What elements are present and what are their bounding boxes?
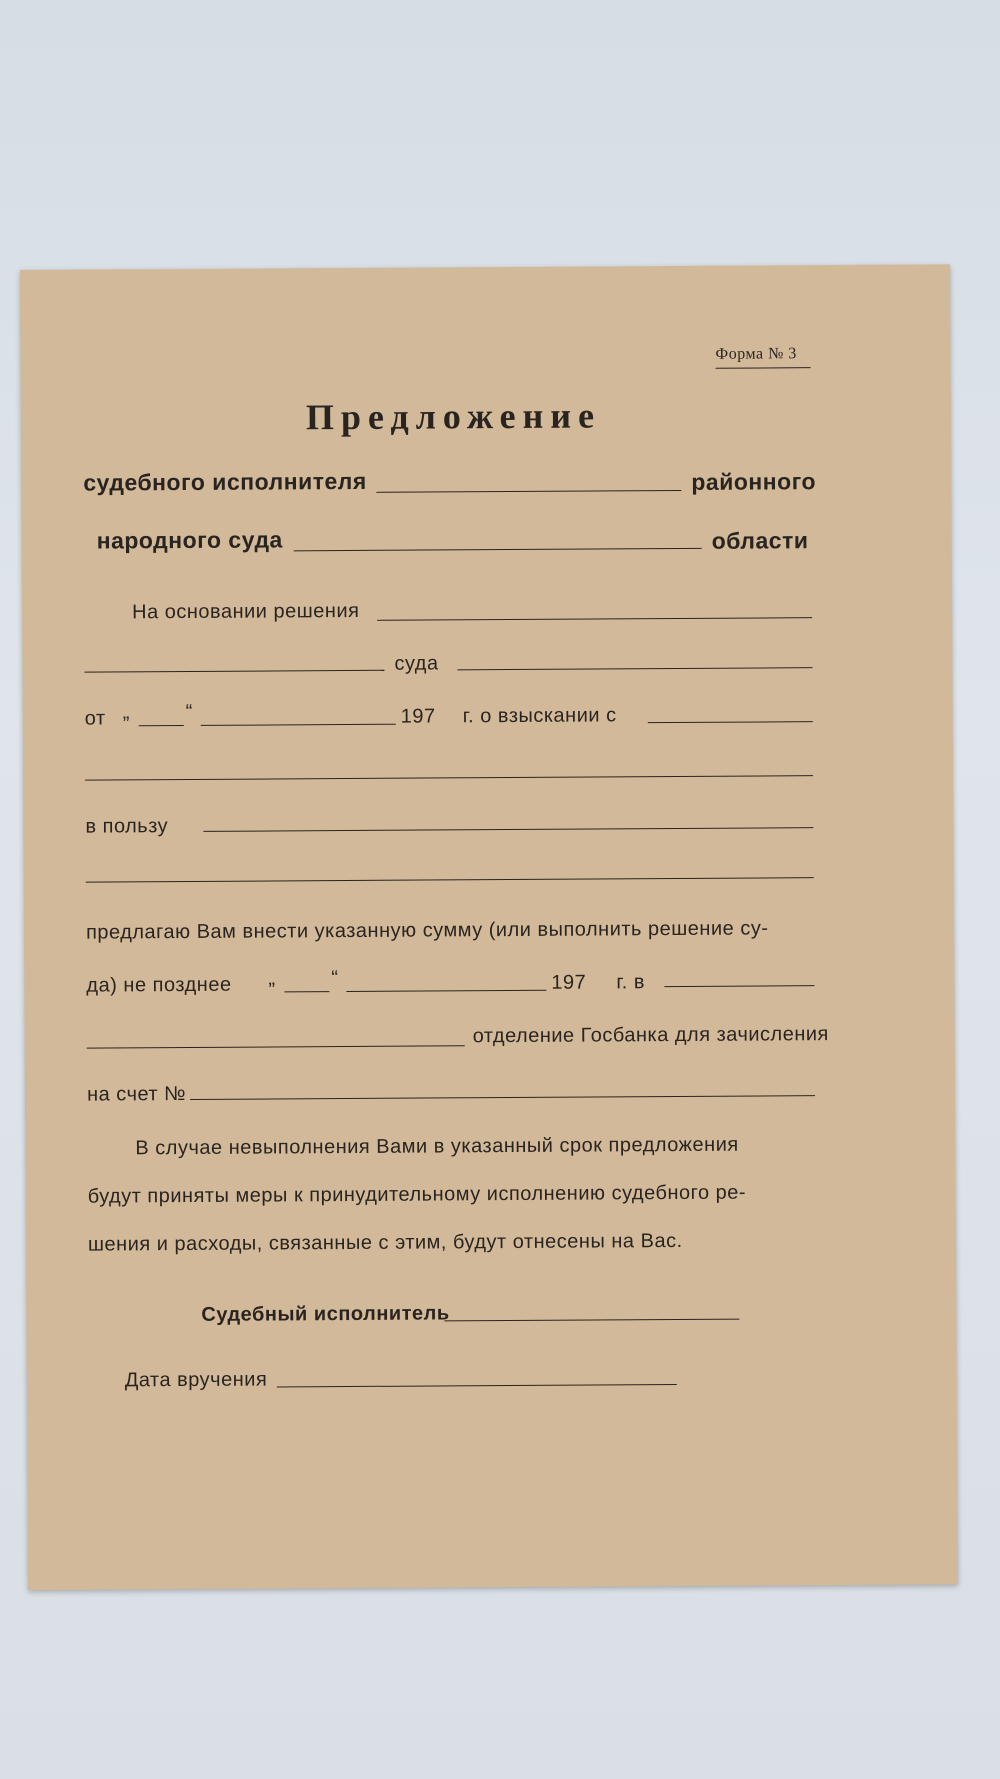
close-quote-2: “ <box>331 967 339 990</box>
form-paper <box>20 264 958 1590</box>
day-field <box>139 725 184 726</box>
from-label: от <box>84 707 106 730</box>
basis-label: На основании решения <box>132 599 360 624</box>
warning-line3: шения и расходы, связанные с этим, будут отнесены на Вас. <box>87 1229 683 1256</box>
account-label: на счет № <box>86 1083 187 1106</box>
form-number-underline <box>716 367 811 369</box>
recovery-label: г. о взыскании с <box>462 704 617 728</box>
propose-line2-start: да) не позднее <box>86 973 232 997</box>
document-title: Предложение <box>305 395 602 438</box>
propose-line2-end: г. в <box>616 971 646 994</box>
court-region-field <box>294 548 702 551</box>
close-quote: “ <box>185 700 193 723</box>
decision-field <box>377 617 812 621</box>
header-line1-left: судебного исполнителя <box>83 467 367 496</box>
court-label: суда <box>394 652 439 675</box>
creditor-field <box>203 827 813 832</box>
bailiff-signature-label: Судебный исполнитель <box>201 1302 450 1326</box>
bank-place-field <box>664 985 814 987</box>
bailiff-name-field <box>376 490 681 493</box>
bailiff-signature-field <box>444 1319 739 1322</box>
deadline-month-field <box>346 990 546 992</box>
header-line2-right: области <box>711 527 809 554</box>
year-label: 197 <box>400 705 436 728</box>
open-quote: „ <box>122 701 130 724</box>
header-line1-right: районного <box>691 468 817 495</box>
in-favor-label: в пользу <box>85 815 169 838</box>
propose-line1: предлагаю Вам внести указанную сумму (или выполнить решение су- <box>85 917 769 944</box>
propose-line2-year: 197 <box>551 971 587 994</box>
creditor-field-continued <box>86 877 814 882</box>
delivery-date-field <box>277 1384 677 1387</box>
debtor-field-continued <box>85 775 813 780</box>
bank-branch-label: отделение Госбанка для зачисления <box>472 1023 829 1048</box>
month-field <box>201 724 396 726</box>
bank-name-field <box>87 1045 465 1048</box>
warning-line2: будут приняты меры к принудительному исполнению судебного ре- <box>87 1181 747 1208</box>
account-number-field <box>190 1095 815 1100</box>
open-quote-2: „ <box>268 967 276 990</box>
warning-line1: В случае невыполнения Вами в указанный срок предложения <box>135 1133 739 1160</box>
court-name-field <box>84 670 384 673</box>
deadline-day-field <box>284 991 329 992</box>
form-number: Форма № 3 <box>715 345 797 363</box>
delivery-date-label: Дата вручения <box>124 1368 268 1392</box>
court-extra-field <box>457 667 812 670</box>
debtor-field <box>648 721 813 723</box>
header-line2-left: народного суда <box>96 526 283 554</box>
